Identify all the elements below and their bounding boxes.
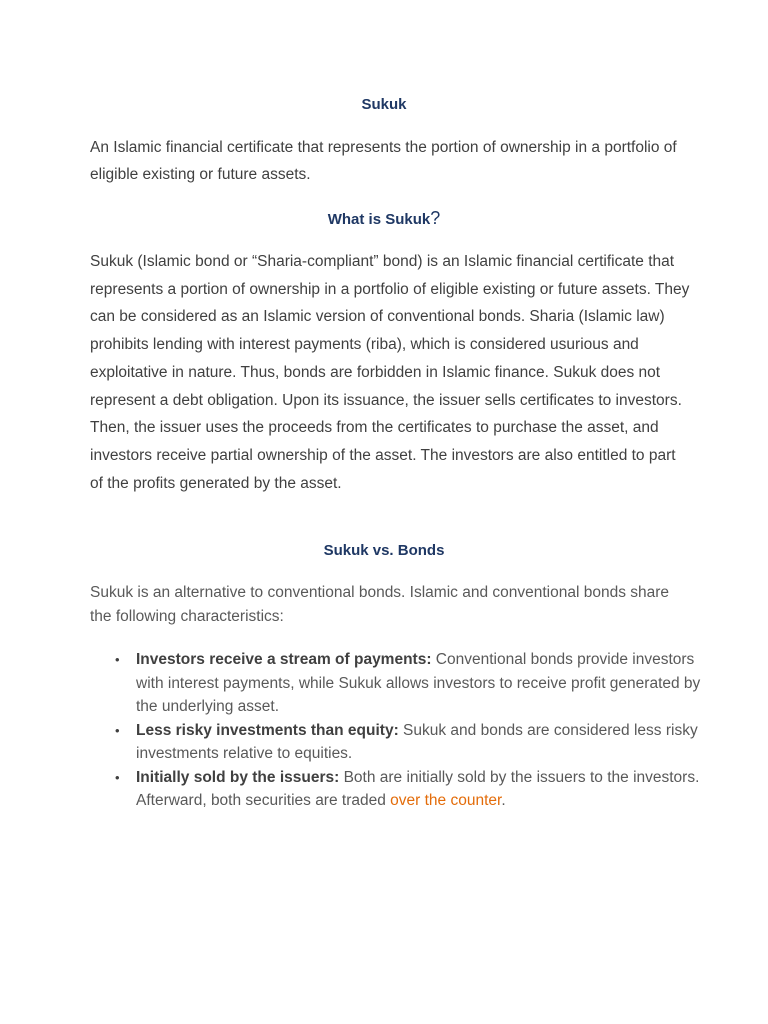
bullet-icon: • [115, 769, 120, 785]
list-item [112, 766, 702, 813]
over-the-counter-link[interactable]: over the counter [390, 792, 502, 809]
sukuk-vs-bonds-heading: Sukuk vs. Bonds [323, 542, 445, 559]
list-item-term: Investors receive a stream of payments: [136, 651, 432, 668]
characteristics-list [112, 648, 702, 813]
list-item-text: Sukuk and bonds are considered less risky investments relative to equities. [136, 721, 698, 762]
what-is-sukuk-heading [0, 208, 768, 229]
list-item [112, 719, 702, 766]
page-title: Sukuk [361, 96, 407, 113]
list-item-end: . [501, 792, 506, 809]
list-item-text: Conventional bonds provide investors with interest payments, while Sukuk allows investors to receive profit generated by the underlying asset. [136, 651, 701, 715]
question-mark: ? [430, 208, 441, 228]
list-item-term: Initially sold by the issuers: [136, 768, 340, 786]
what-is-sukuk-heading-text: What is Sukuk [327, 211, 431, 228]
what-is-sukuk-paragraph: Sukuk (Islamic bond or “Sharia-compliant” bond) is an Islamic financial certificate that represents a portion of ownership in a portfolio of eligible existing or future assets. They can be considered as an Islamic version of conventional bonds. Sharia (Islamic law) prohibits lending with interest payments (riba), which is considered usurious and exploitative in nature. Thus, bonds are forbidden in Islamic finance. Sukuk does not represent a debt obligation. Upon its issuance, the issuer sells certificates to investors. Then, the issuer uses the proceeds from the certificates to purchase the asset, and investors receive partial ownership of the asset. The investors are also entitled to part of the profits generated by the asset. [90, 253, 690, 492]
sukuk-vs-bonds-paragraph: Sukuk is an alternative to conventional bonds. Islamic and conventional bonds share the following characteristics: [90, 584, 670, 625]
list-item-term: Less risky investments than equity: [136, 721, 399, 739]
intro-paragraph: An Islamic financial certificate that represents the portion of ownership in a portfolio of eligible existing or future assets. [90, 139, 677, 183]
bullet-icon: • [115, 722, 120, 738]
bullet-icon: • [115, 652, 120, 667]
list-item-text: Both are initially sold by the issuers to the investors. Afterward, both securities are traded [136, 768, 700, 809]
list-item [112, 648, 702, 719]
